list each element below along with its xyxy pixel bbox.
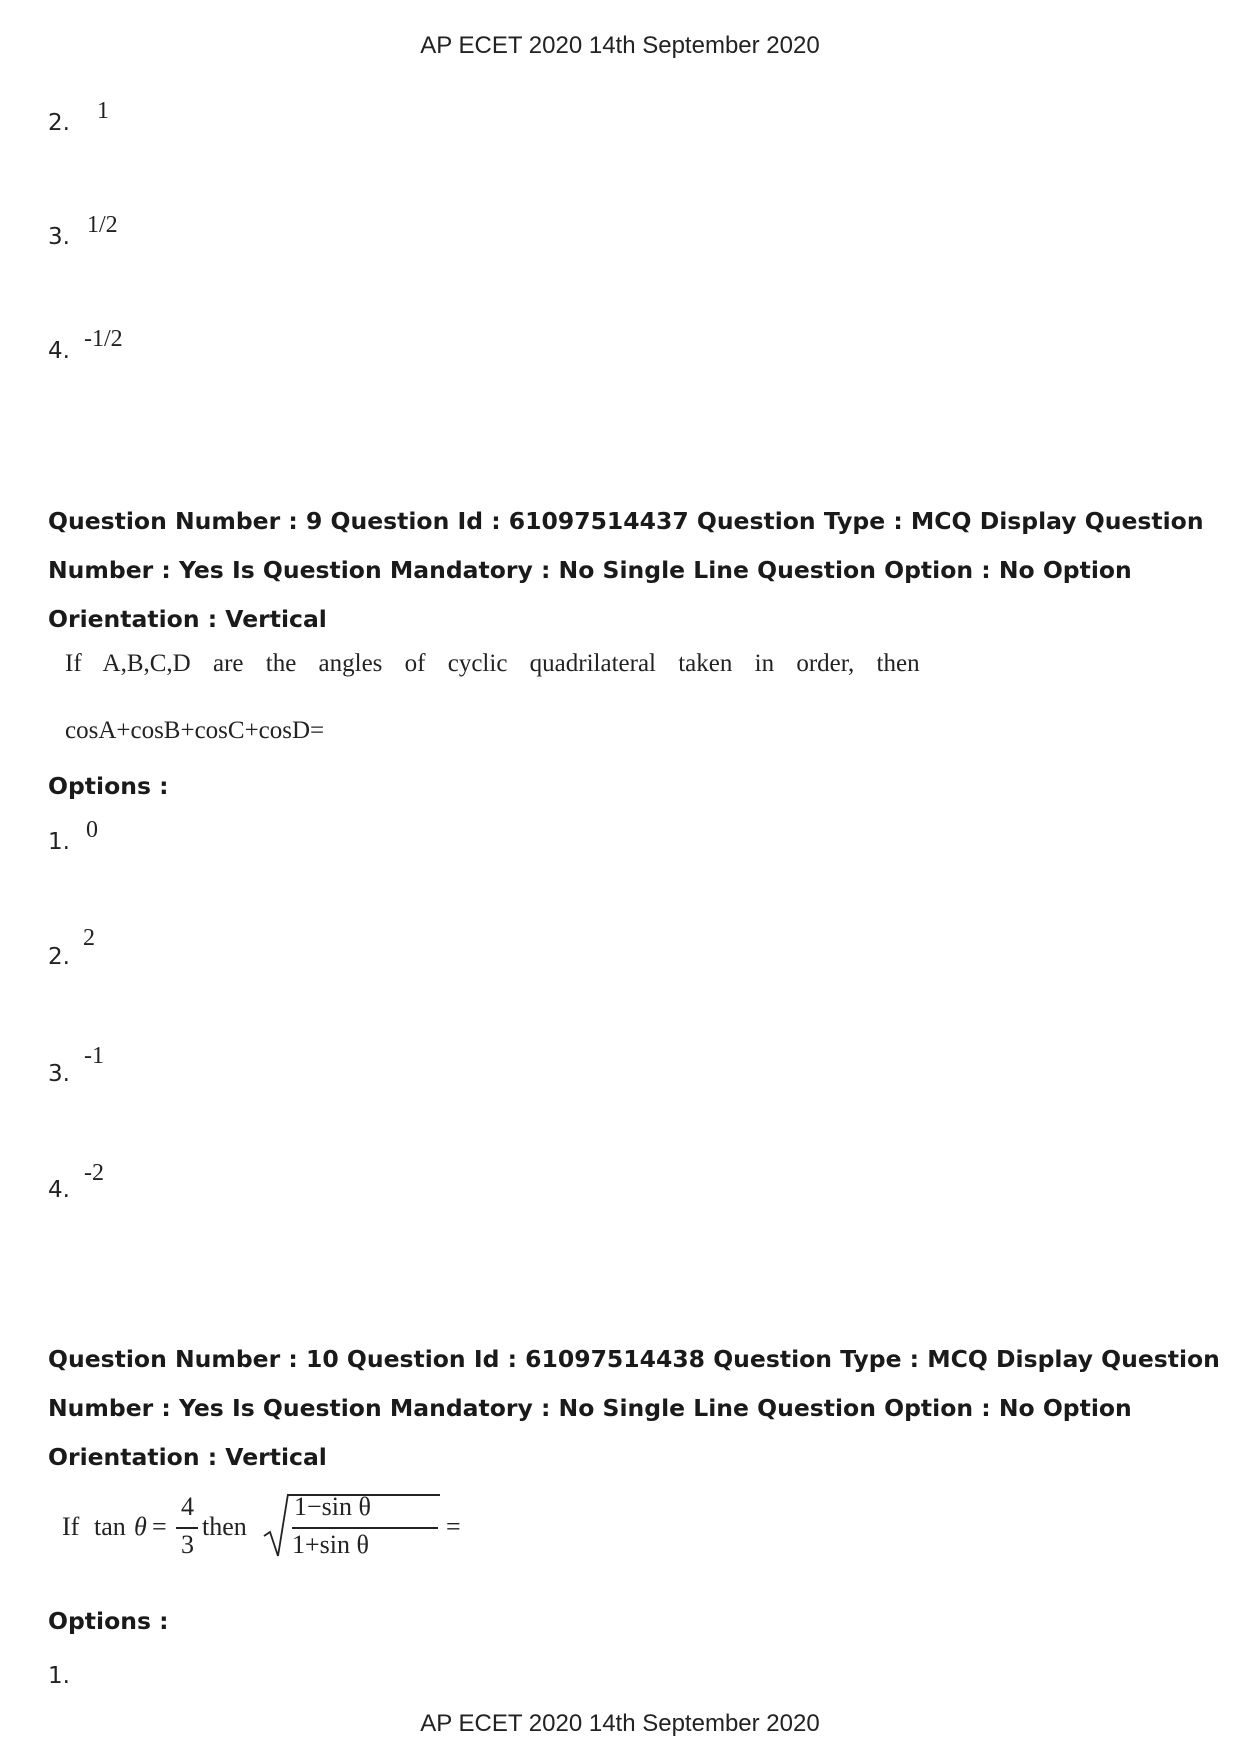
question-9-meta bbox=[48, 497, 1204, 644]
option-number: 4. bbox=[48, 338, 70, 364]
question-9-text-line2: cosA+cosB+cosC+cosD= bbox=[65, 717, 325, 744]
page-footer: AP ECET 2020 14th September 2020 bbox=[420, 1710, 820, 1737]
question-10-options-label: Options : bbox=[48, 1607, 169, 1635]
option-value: 2 bbox=[83, 925, 95, 951]
meta-line: Number : Yes Is Question Mandatory : No Single Line Question Option : No Option bbox=[48, 1394, 1132, 1422]
math-if: If bbox=[62, 1512, 80, 1541]
option-value: -1/2 bbox=[84, 326, 123, 352]
question-10-meta bbox=[48, 1335, 1220, 1482]
fraction-denominator: 3 bbox=[181, 1530, 194, 1559]
math-theta: θ bbox=[134, 1512, 147, 1541]
question-9-options-label: Options : bbox=[48, 772, 169, 800]
meta-line: Question Number : 10 Question Id : 61097514438 Question Type : MCQ Display Question bbox=[48, 1345, 1220, 1373]
option-value: -1 bbox=[84, 1043, 104, 1069]
option-value: 0 bbox=[86, 817, 98, 843]
option-number: 1. bbox=[48, 1663, 70, 1689]
math-then: then bbox=[202, 1512, 247, 1541]
fraction-bar bbox=[176, 1527, 198, 1529]
radical-numerator: 1−sin θ bbox=[294, 1492, 371, 1521]
question-9-text-line1: If A,B,C,D are the angles of cyclic quadrilateral taken in order, then bbox=[65, 650, 920, 677]
option-number: 4. bbox=[48, 1177, 70, 1203]
meta-line: Orientation : Vertical bbox=[48, 605, 327, 633]
math-end-equals: = bbox=[446, 1512, 461, 1541]
meta-line: Orientation : Vertical bbox=[48, 1443, 327, 1471]
option-value: 1/2 bbox=[87, 212, 118, 238]
option-number: 3. bbox=[48, 224, 70, 250]
fraction-numerator: 4 bbox=[181, 1492, 194, 1521]
math-tan: tan bbox=[94, 1512, 126, 1541]
meta-line: Number : Yes Is Question Mandatory : No Single Line Question Option : No Option bbox=[48, 556, 1132, 584]
radical-sign-icon bbox=[262, 1492, 292, 1560]
option-number: 2. bbox=[48, 944, 70, 970]
option-number: 3. bbox=[48, 1061, 70, 1087]
option-number: 2. bbox=[48, 110, 70, 136]
page-header: AP ECET 2020 14th September 2020 bbox=[420, 32, 820, 59]
radical-fraction-bar bbox=[292, 1527, 438, 1529]
meta-line: Question Number : 9 Question Id : 61097514437 Question Type : MCQ Display Question bbox=[48, 507, 1204, 535]
option-value: -2 bbox=[84, 1160, 104, 1186]
radical-denominator: 1+sin θ bbox=[292, 1530, 369, 1559]
option-number: 1. bbox=[48, 829, 70, 855]
math-equals: = bbox=[152, 1512, 167, 1541]
option-value: 1 bbox=[97, 98, 109, 124]
